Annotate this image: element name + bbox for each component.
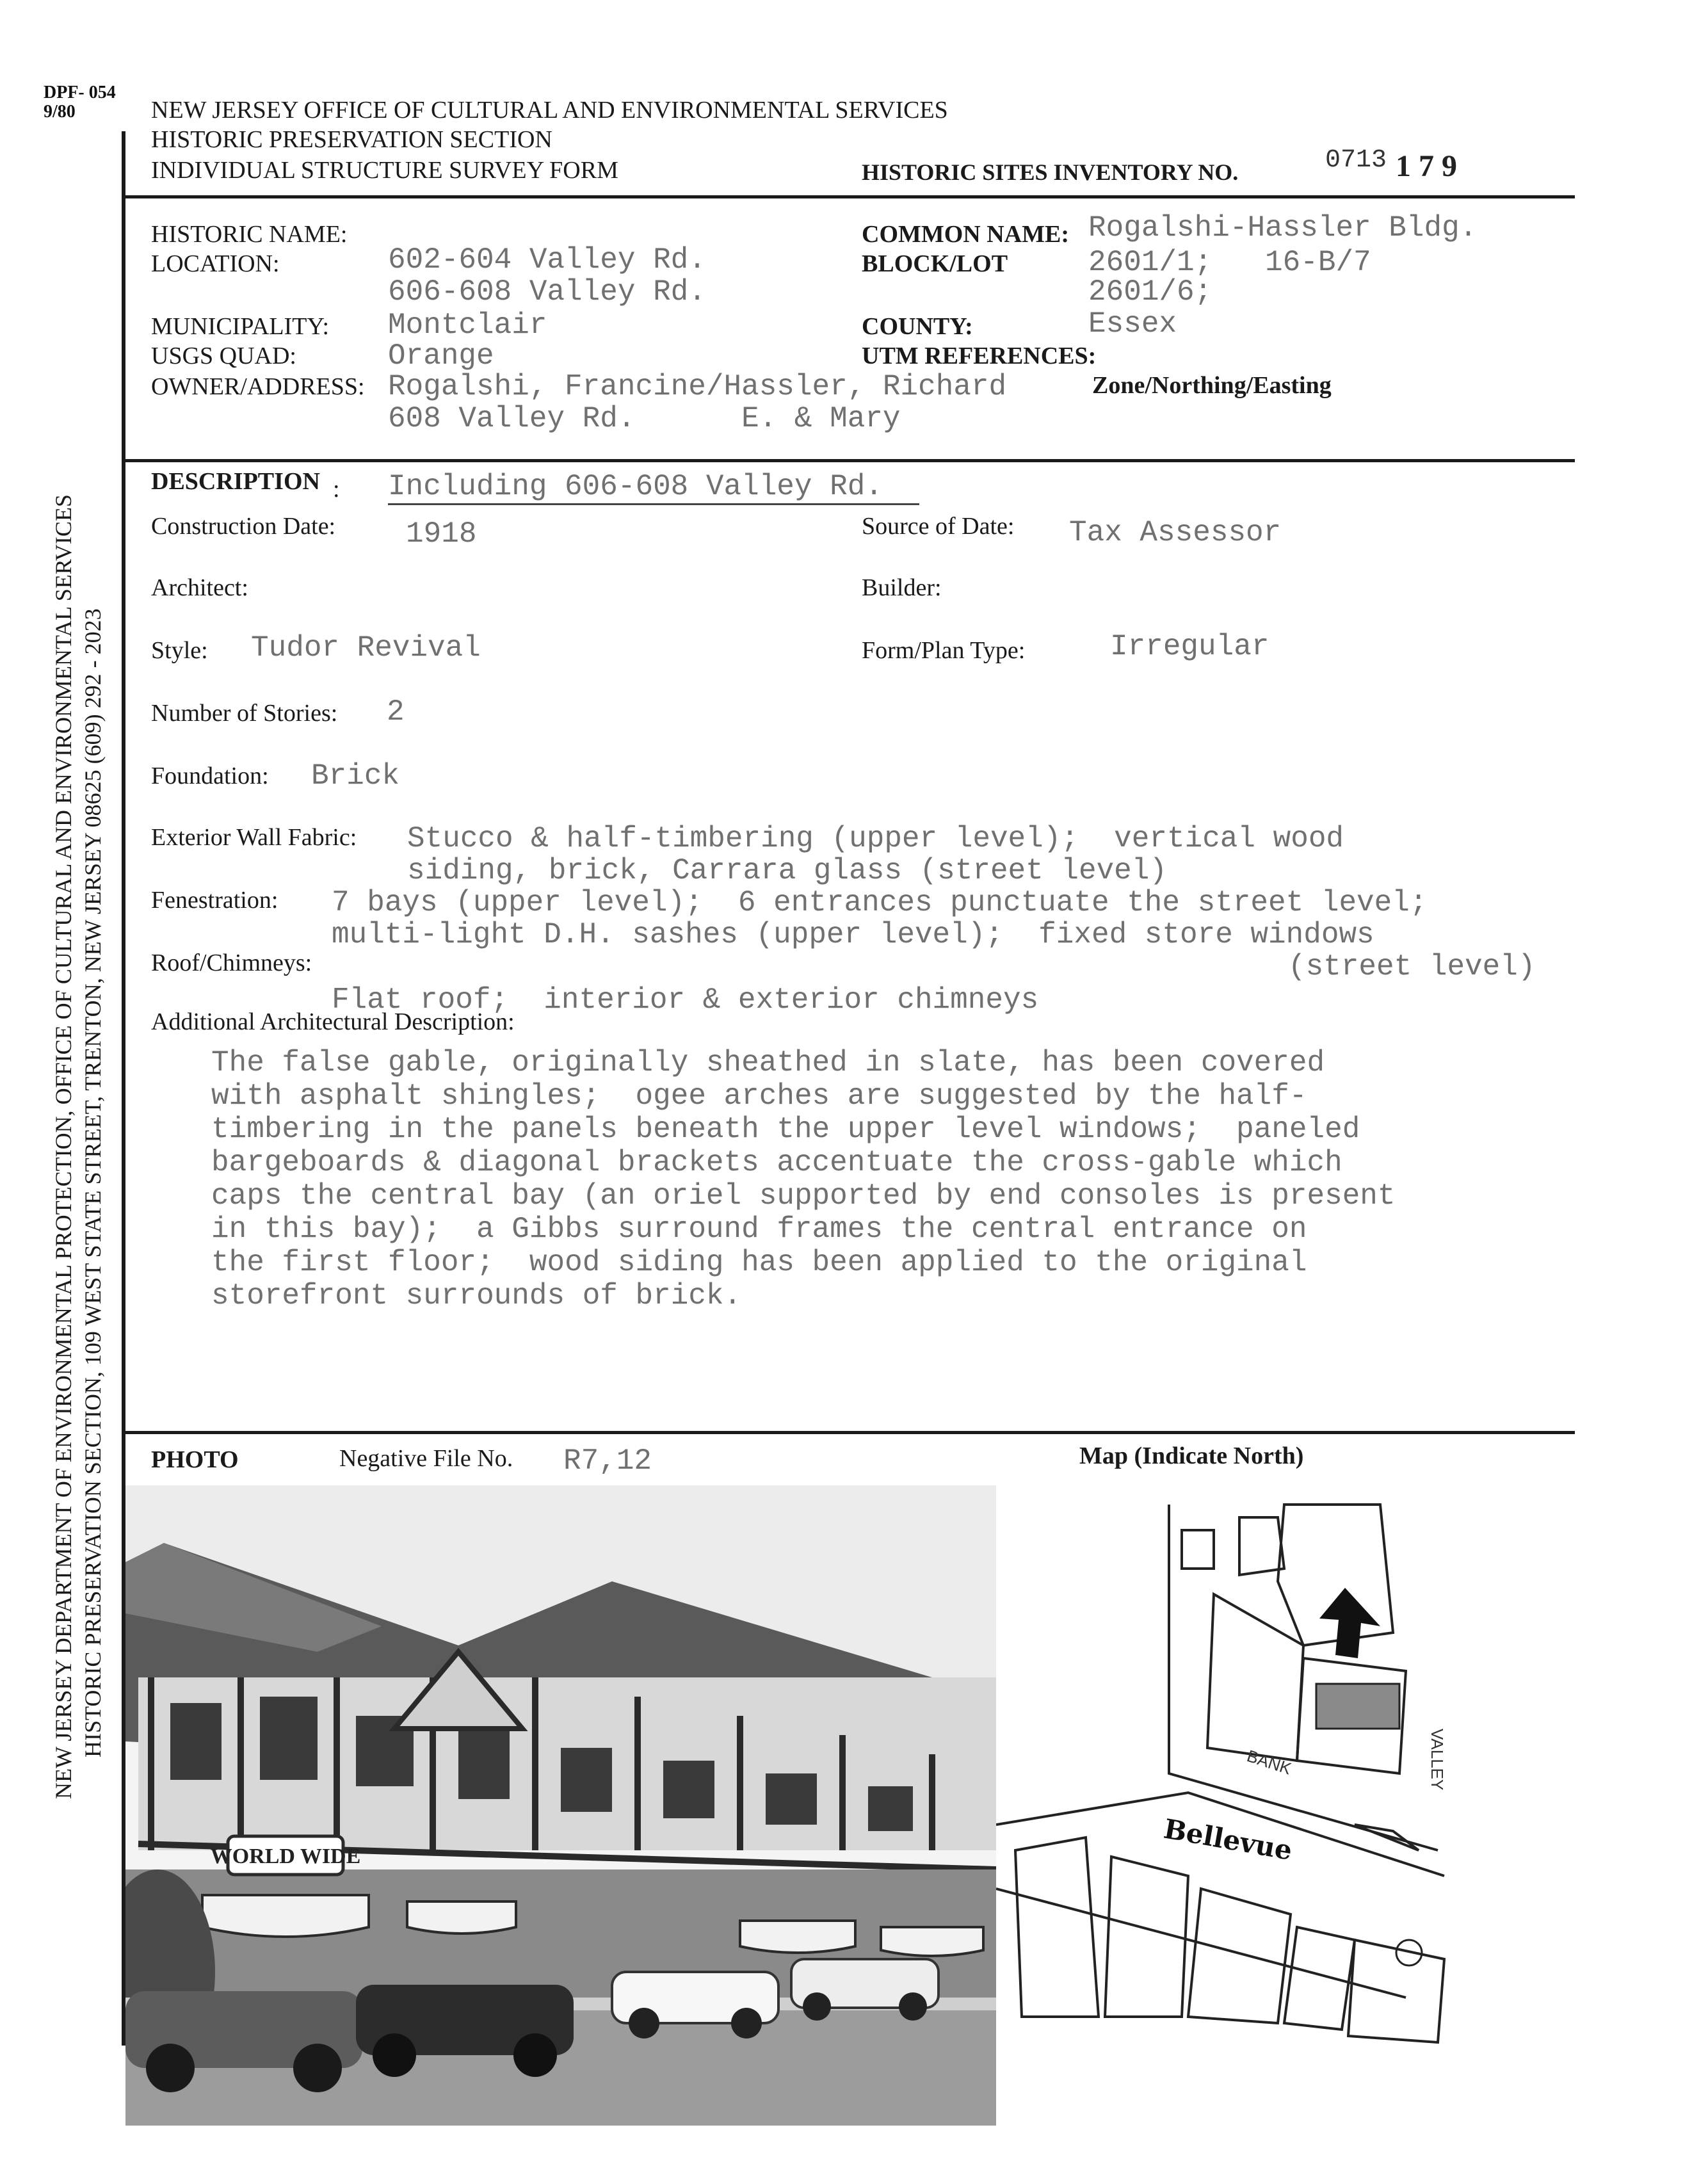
owner-line2: 608 Valley Rd. E. & Mary [388,402,901,435]
additional-line: the first floor; wood siding has been applied to the original [211,1246,1307,1279]
wall-fabric-line1: Stucco & half-timbering (upper level); vertical wood [407,822,1344,855]
location-label: LOCATION: [151,250,280,277]
form-date: 9/80 [44,102,76,122]
form-plan-value: Irregular [1110,630,1269,663]
owner-label: OWNER/ADDRESS: [151,373,365,400]
utm-label: UTM REFERENCES: [862,343,1097,369]
form-plan-label: Form/Plan Type: [862,637,1026,664]
block-lot-line1: 2601/1; 16-B/7 [1088,246,1371,279]
source-value: Tax Assessor [1069,516,1282,549]
block-lot-line2: 2601/6; [1088,275,1213,309]
common-name-label: COMMON NAME: [862,221,1069,248]
inventory-number: 1 7 9 [1396,149,1457,183]
foundation-label: Foundation: [151,763,269,789]
header-form-title: INDIVIDUAL STRUCTURE SURVEY FORM [151,157,618,184]
construction-date-value: 1918 [406,517,477,551]
additional-line: The false gable, originally sheathed in slate, has been covered [211,1046,1325,1079]
map-valley: VALLEY [1428,1729,1447,1791]
map-bank: BANK [1245,1746,1294,1779]
location-line1: 602-604 Valley Rd. [388,243,706,277]
municipality-label: MUNICIPALITY: [151,313,330,340]
roof-label: Roof/Chimneys: [151,949,312,976]
source-label: Source of Date: [862,513,1015,540]
municipality-value: Montclair [388,309,547,342]
fenestration-line2: multi-light D.H. sashes (upper level); fixed store windows [332,918,1374,951]
stories-value: 2 [387,695,405,729]
roof-value: Flat roof; interior & exterior chimneys [332,983,1039,1017]
additional-line: in this bay); a Gibbs surround frames the central entrance on [211,1213,1307,1246]
location-line2: 606-608 Valley Rd. [388,275,706,309]
fenestration-line3: (street level) [1288,950,1536,983]
stories-label: Number of Stories: [151,700,338,727]
description-underline [388,503,919,505]
header-section: HISTORIC PRESERVATION SECTION [151,126,552,153]
construction-date-label: Construction Date: [151,513,336,540]
historic-name-label: HISTORIC NAME: [151,221,348,248]
wall-fabric-line2: siding, brick, Carrara glass (street level) [407,854,1167,887]
additional-label: Additional Architectural Description: [151,1008,515,1035]
common-name-value: Rogalshi-Hassler Bldg. [1088,211,1478,245]
description-heading: DESCRIPTION [151,468,320,495]
description-heading-value: Including 606-608 Valley Rd. [388,470,883,503]
building-photo [125,1485,996,2126]
zone-label: Zone/Northing/Easting [1092,372,1332,399]
building-photo-image [125,1485,996,2126]
negative-file-label: Negative File No. [339,1445,513,1472]
rule-header [125,195,1575,198]
usgs-value: Orange [388,339,494,373]
additional-line: caps the central bay (an oriel supported by end consoles is present [211,1179,1396,1213]
usgs-label: USGS QUAD: [151,343,296,369]
location-map-image [996,1492,1457,2055]
wall-fabric-label: Exterior Wall Fabric: [151,824,357,851]
architect-label: Architect: [151,574,248,601]
county-value: Essex [1088,307,1177,341]
inventory-label: HISTORIC SITES INVENTORY NO. [862,159,1239,185]
builder-label: Builder: [862,574,942,601]
rule-description [125,1431,1575,1434]
foundation-value: Brick [311,759,400,793]
fenestration-line1: 7 bays (upper level); 6 entrances punctuate the street level; [332,886,1428,919]
negative-file-value: R7,12 [563,1444,652,1478]
sidebar-department: NEW JERSEY DEPARTMENT OF ENVIRONMENTAL PROTECTION, OFFICE OF CULTURAL AND ENVIRONMENTAL SERVICES [51,494,76,1799]
additional-description [211,1046,1396,1312]
rule-identification [125,459,1575,462]
sidebar-address: HISTORIC PRESERVATION SECTION, 109 WEST STATE STREET, TRENTON, NEW JERSEY 08625 (609) 292 - 2023 [80,608,106,1757]
map-label: Map (Indicate North) [1079,1442,1304,1469]
description-colon: : [333,476,340,503]
inventory-prefix: 0713 [1325,146,1387,175]
additional-line: timbering in the panels beneath the upper level windows; paneled [211,1113,1360,1146]
form-code: DPF- 054 [44,83,116,102]
additional-line: with asphalt shingles; ogee arches are suggested by the half- [211,1079,1307,1113]
location-map [996,1492,1457,2055]
county-label: COUNTY: [862,313,973,340]
map-bellevue: Bellevue [1161,1813,1295,1867]
header-office: NEW JERSEY OFFICE OF CULTURAL AND ENVIRONMENTAL SERVICES [151,97,948,124]
style-value: Tudor Revival [251,631,481,665]
fenestration-label: Fenestration: [151,887,278,914]
photo-label: PHOTO [151,1446,239,1473]
shop-sign: WORLD WIDE [210,1845,361,1868]
additional-line: storefront surrounds of brick. [211,1279,742,1312]
block-lot-label: BLOCK/LOT [862,250,1008,277]
additional-line: bargeboards & diagonal brackets accentuate the cross-gable which [211,1146,1342,1179]
owner-line1: Rogalshi, Francine/Hassler, Richard [388,370,1007,403]
style-label: Style: [151,637,208,664]
